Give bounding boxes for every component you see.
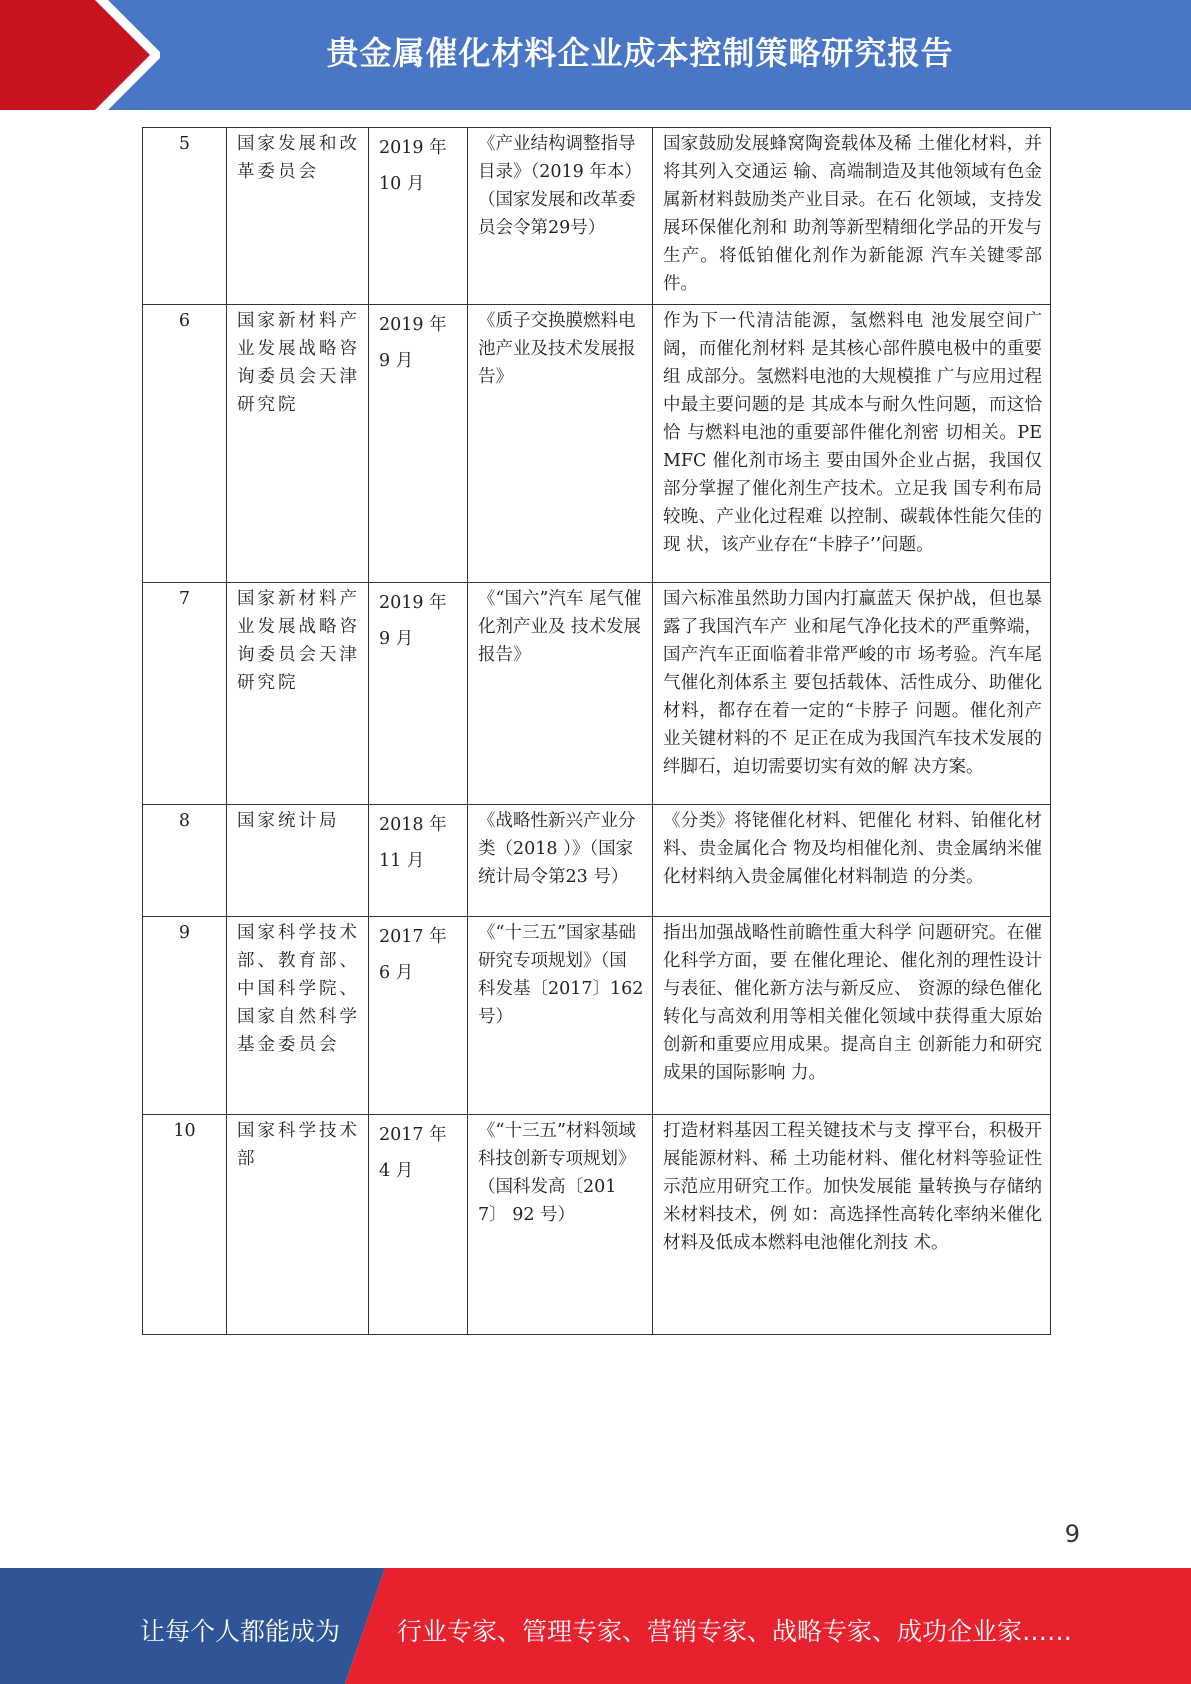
- row-number: 9: [143, 917, 227, 1115]
- issuing-organization: 国家科学技术部、教育部、中国科学院、国家自然科学基金委员会: [227, 917, 369, 1115]
- issuing-organization: 国家新材料产业发展战略咨询委员会天津研究院: [227, 583, 369, 805]
- document-title: 《“十三五”材料领域科技创新专项规划》（国科发高〔2017〕 92 号）: [468, 1115, 653, 1335]
- issuing-organization: 国家统计局: [227, 805, 369, 917]
- issuing-organization: 国家发展和改革委员会: [227, 128, 369, 305]
- document-title: 《质子交换膜燃料电池产业及技术发展报告》: [468, 305, 653, 583]
- table-row: [143, 917, 1051, 1115]
- policy-table: [142, 127, 1051, 1335]
- policy-content: 国六标准虽然助力国内打赢蓝天 保护战，但也暴露了我国汽车产 业和尾气净化技术的严重弊端， 国产汽车正面临着非常严峻的市 场考验。汽车尾气催化剂体系主 要包括载体、活性成分、助催化 材料，都存在着一定的“卡脖子 问题。催化剂产业关键材料的不 足正在成为我国汽车技术发展的绊脚石，迫切需要切实有效的解 决方案。: [653, 583, 1051, 805]
- document-title: 《战略性新兴产业分类（2018 ）》（国家统计局令第23 号）: [468, 805, 653, 917]
- issuing-organization: 国家科学技术部: [227, 1115, 369, 1335]
- table-row: [143, 805, 1051, 917]
- policy-content: 国家鼓励发展蜂窝陶瓷载体及稀 土催化材料，并将其列入交通运 输、高端制造及其他领域有色金 属新材料鼓励类产业目录。在石 化领域，支持发展环保催化剂和 助剂等新型精细化学品的开发与 生产。将低铂催化剂作为新能源 汽车关键零部件。: [653, 128, 1051, 305]
- table-row: [143, 583, 1051, 805]
- policy-content: 打造材料基因工程关键技术与支 撑平台，积极开展能源材料、稀 土功能材料、催化材料等验证性 示范应用研究工作。加快发展能 量转换与存储纳米材料技术，例 如：高选择性高转化率纳米催化 材料及低成本燃料电池催化剂技 术。: [653, 1115, 1051, 1335]
- document-title: 《“十三五”国家基础研究专项规划》（国科发基〔2017〕162 号）: [468, 917, 653, 1115]
- issue-date: 2018 年 11 月: [369, 805, 468, 917]
- issuing-organization: 国家新材料产业发展战略咨询委员会天津研究院: [227, 305, 369, 583]
- policy-content: 指出加强战略性前瞻性重大科学 问题研究。在催化科学方面，要 在催化理论、催化剂的理性设计 与表征、催化新方法与新反应、 资源的绿色催化转化与高效利用等相关催化领域中获得重大原始 创新和重要应用成果。提高自主 创新能力和研究成果的国际影响 力。: [653, 917, 1051, 1115]
- policy-content: 《分类》将铑催化材料、钯催化 材料、铂催化材料、贵金属化合 物及均相催化剂、贵金属纳米催化材料纳入贵金属催化材料制造 的分类。: [653, 805, 1051, 917]
- table-row: [143, 128, 1051, 305]
- document-title: 《“国六”汽车 尾气催化剂产业及 技术发展报告》: [468, 583, 653, 805]
- row-number: 10: [143, 1115, 227, 1335]
- policy-content: 作为下一代清洁能源，氢燃料电 池发展空间广阔，而催化剂材料 是其核心部件膜电极中的重要组 成部分。氢燃料电池的大规模推 广与应用过程中最主要问题的是 其成本与耐久性问题，而这恰恰 与燃料电池的重要部件催化剂密 切相关。PEMFC 催化剂市场主 要由国外企业占据，我国仅部分掌握了催化剂生产技术。立足我 国专利布局较晚、产业化过程难 以控制、碳载体性能欠佳的现 状，该产业存在“卡脖子’’问题。: [653, 305, 1051, 583]
- issue-date: 2017 年 4 月: [369, 1115, 468, 1335]
- issue-date: 2019 年 10 月: [369, 128, 468, 305]
- table-row: [143, 305, 1051, 583]
- row-number: 7: [143, 583, 227, 805]
- issue-date: 2019 年 9 月: [369, 583, 468, 805]
- page-title: 贵金属催化材料企业成本控制策略研究报告: [326, 34, 954, 72]
- issue-date: 2019 年 9 月: [369, 305, 468, 583]
- table-row: [143, 1115, 1051, 1335]
- page-number: 9: [1064, 1520, 1080, 1548]
- row-number: 5: [143, 128, 227, 305]
- document-title: 《产业结构调整指导目录》（2019 年本）（国家发展和改革委员会令第29号）: [468, 128, 653, 305]
- footer-slogan-right: 行业专家、管理专家、营销专家、战略专家、成功企业家……: [397, 1617, 1073, 1646]
- footer-slogan-left: 让每个人都能成为: [140, 1617, 341, 1646]
- issue-date: 2017 年 6 月: [369, 917, 468, 1115]
- row-number: 6: [143, 305, 227, 583]
- row-number: 8: [143, 805, 227, 917]
